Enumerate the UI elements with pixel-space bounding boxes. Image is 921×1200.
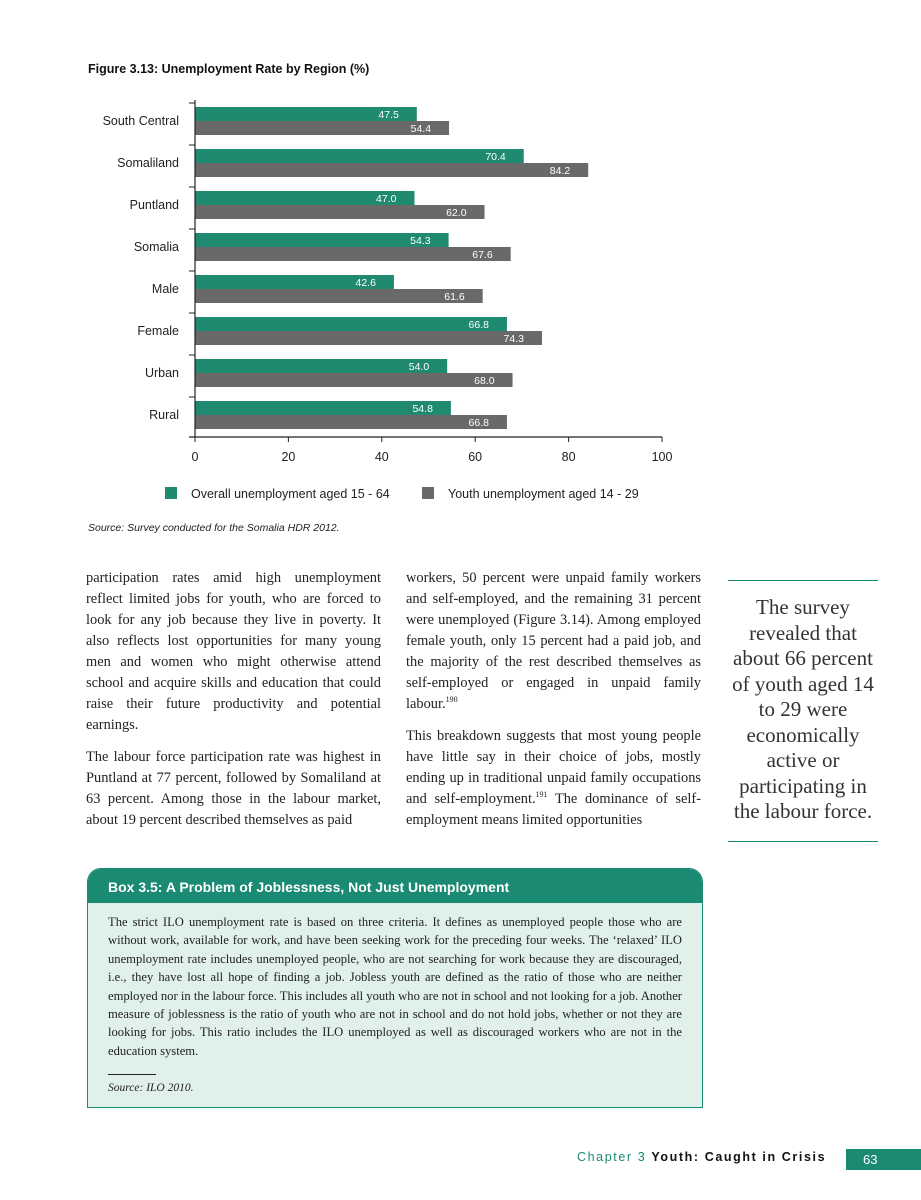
body-paragraph: [406, 568, 701, 715]
body-column-2: [406, 568, 701, 842]
footer-chapter: Chapter 3: [577, 1150, 647, 1164]
paragraph-text: The dominance of self-employment means limited opportunities: [406, 791, 701, 828]
bar-overall: [195, 317, 507, 331]
bar-value-label: 47.0: [376, 193, 397, 205]
box-text: The strict ILO unemployment rate is based on three criteria. It defines as unemployed people those who are without work, available for work, and have been seeking work for the preceding four weeks. The ‘relaxed’ ILO unemployment rate includes unemployed people, who are not searching for work because they are discouraged, i.e., they have lost all hope of finding a job. Jobless youth are defined as the ratio of those who are neither employed nor in the labour force. This includes all youth who are not in school and not looking for a job. Another measure of joblessness is the ratio of youth who are not in school and do not hold jobs, whether or not they are looking for jobs. This ratio includes the ILO unemployed as well as discouraged workers who are not in the education system.: [108, 915, 682, 1058]
body-paragraph: [406, 726, 701, 831]
paragraph-text: workers, 50 percent were unpaid family workers and self-employed, and the remaining 31 percent were unemployed (Figure 3.14). Among employed female youth, only 15 percent had a paid job, and the majority of the rest described themselves as self-employed or engaged in unpaid family labour.: [406, 570, 701, 712]
body-column-1: [86, 568, 381, 842]
category-label: Somaliland: [117, 156, 179, 170]
legend-label: Youth unemployment aged 14 - 29: [448, 487, 639, 501]
bar-youth: [195, 205, 485, 219]
category-label: Female: [137, 324, 179, 338]
category-label: Puntland: [129, 198, 179, 212]
category-label: Male: [151, 282, 179, 296]
figure-title: Figure 3.13: Unemployment Rate by Region (%): [88, 62, 370, 76]
page-footer: [577, 1150, 826, 1164]
bar-value-label: 68.0: [474, 375, 495, 387]
bar-youth: [195, 331, 542, 345]
box-title: Box 3.5: A Problem of Joblessness, Not Just Unemployment: [88, 869, 702, 903]
bar-youth: [195, 415, 507, 429]
bar-youth: [195, 373, 513, 387]
body-paragraph: The labour force participation rate was highest in Puntland at 77 percent, followed by Somaliland at 63 percent. Among those in the labour market, about 19 percent described themselves as paid: [86, 749, 381, 828]
bar-value-label: 47.5: [378, 109, 399, 121]
bar-value-label: 61.6: [444, 291, 465, 303]
x-tick-label: 40: [374, 450, 389, 464]
bar-youth: [195, 289, 483, 303]
bar-value-label: 62.0: [446, 207, 467, 219]
bar-value-label: 74.3: [503, 333, 524, 345]
footnote-ref[interactable]: 191: [535, 790, 548, 800]
category-label: Somalia: [133, 240, 179, 254]
bar-value-label: 67.6: [472, 249, 493, 261]
figure-source: Source: Survey conducted for the Somalia HDR 2012.: [88, 522, 340, 534]
paragraph-text: This breakdown suggests that most young people have little say in their choice of jobs, mostly ending up in traditional unpaid family occupations and self-employment.: [406, 728, 701, 807]
bar-value-label: 54.0: [408, 361, 430, 373]
bar-value-label: 84.2: [549, 165, 571, 177]
page-number: 63: [846, 1149, 921, 1170]
legend-swatch: [422, 487, 434, 499]
bar-value-label: 54.3: [410, 235, 431, 247]
bar-value-label: 54.8: [412, 403, 433, 415]
legend-swatch: [165, 487, 177, 499]
bar-value-label: 54.4: [410, 123, 432, 135]
bar-value-label: 66.8: [468, 417, 489, 429]
bar-value-label: 66.8: [468, 319, 489, 331]
bar-youth: [195, 163, 588, 177]
bar-youth: [195, 247, 511, 261]
x-tick-label: 60: [468, 450, 483, 464]
category-label: Urban: [144, 366, 179, 380]
footnote-ref[interactable]: 190: [445, 695, 458, 705]
category-label: Rural: [149, 408, 179, 422]
body-paragraph: participation rates amid high unemployment reflect limited jobs for youth, who are forced to look for any job because they live in poverty. It also reflects lost opportunities for many young men and women who might otherwise attend school and acquire skills and education that could raise their future productivity and potential earnings.: [86, 570, 381, 733]
unemployment-bar-chart: [0, 0, 921, 520]
legend-label: Overall unemployment aged 15 - 64: [191, 487, 390, 501]
box-3-5: [87, 868, 703, 1108]
box-divider: [108, 1074, 156, 1075]
footer-chapter-title: Youth: Caught in Crisis: [651, 1150, 827, 1164]
bar-overall: [195, 149, 524, 163]
x-tick-label: 0: [191, 450, 199, 464]
x-tick-label: 20: [281, 450, 296, 464]
pull-quote: The survey revealed that about 66 percent of youth aged 14 to 29 were economically active or participating in the labour force.: [728, 580, 878, 842]
category-label: South Central: [102, 114, 179, 128]
x-tick-label: 100: [651, 450, 673, 464]
x-tick-label: 80: [561, 450, 576, 464]
bar-value-label: 70.4: [485, 151, 506, 163]
box-source: Source: ILO 2010.: [108, 1082, 194, 1095]
box-body: [88, 903, 702, 1098]
bar-value-label: 42.6: [355, 277, 376, 289]
